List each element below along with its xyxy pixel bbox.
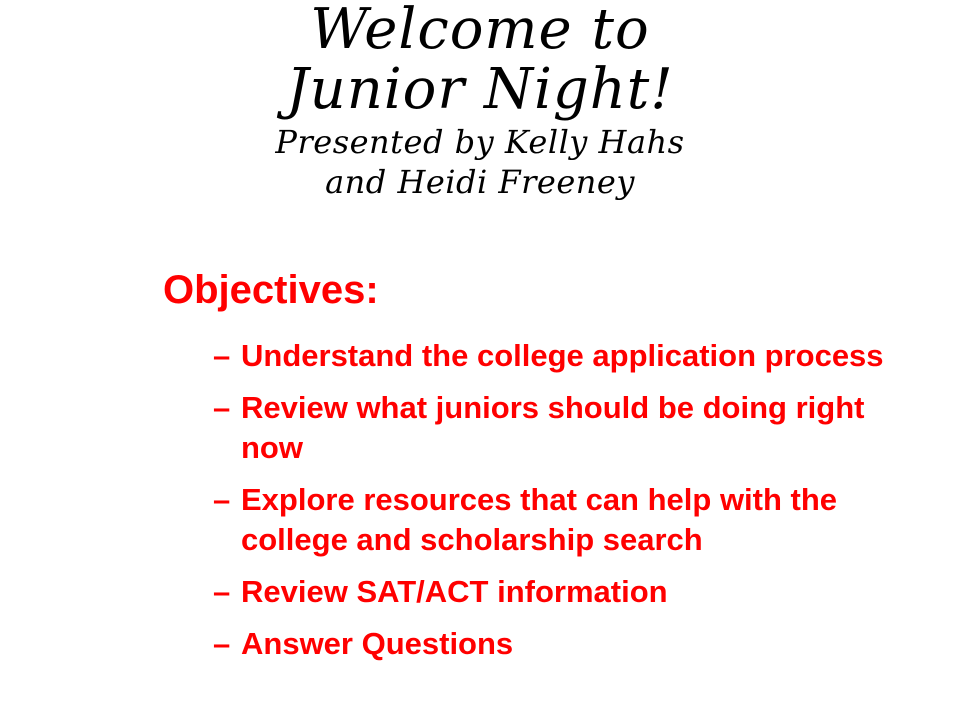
objective-text: Answer Questions bbox=[241, 626, 514, 661]
presenters-line-1: Presented by Kelly Hahs bbox=[275, 123, 685, 161]
title-line-2: Junior Night! bbox=[286, 57, 674, 122]
dash-bullet: – bbox=[213, 482, 231, 517]
objective-text: Review what juniors should be doing right now bbox=[241, 390, 865, 465]
objective-item bbox=[213, 624, 913, 664]
dash-bullet: – bbox=[213, 390, 231, 425]
objectives-heading: Objectives: bbox=[163, 268, 379, 312]
objective-text: Review SAT/ACT information bbox=[241, 574, 668, 609]
title-block bbox=[0, 0, 960, 202]
objective-text: Understand the college application process bbox=[241, 338, 884, 373]
presenters-line-2: and Heidi Freeney bbox=[325, 163, 635, 201]
objective-item bbox=[213, 572, 913, 612]
dash-bullet: – bbox=[213, 626, 231, 661]
objective-text: Explore resources that can help with the college and scholarship search bbox=[241, 482, 838, 557]
dash-bullet: – bbox=[213, 338, 231, 373]
objective-item bbox=[213, 336, 913, 376]
objective-item bbox=[213, 480, 913, 560]
title-line-1: Welcome to bbox=[310, 0, 650, 62]
objectives-list bbox=[213, 336, 913, 676]
objective-item bbox=[213, 388, 913, 468]
dash-bullet: – bbox=[213, 574, 231, 609]
